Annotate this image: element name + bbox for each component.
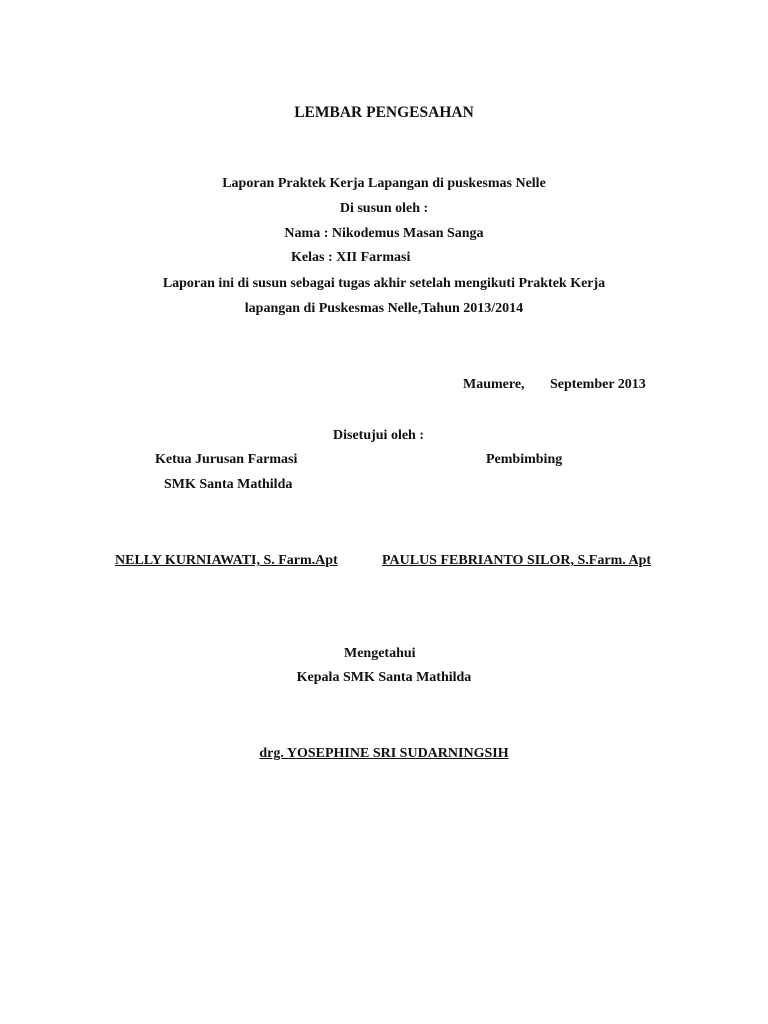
date-label: September 2013 [550,377,646,392]
left-role-line-1: Ketua Jurusan Farmasi [155,452,298,467]
head-signatory: drg. YOSEPHINE SRI SUDARNINGSIH [259,746,509,761]
approved-by-label: Disetujui oleh : [333,428,424,443]
acknowledged-label: Mengetahui [344,646,416,661]
right-signatory: PAULUS FEBRIANTO SILOR, S.Farm. Apt [382,553,652,568]
left-role-line-2: SMK Santa Mathilda [164,477,293,492]
head-role: Kepala SMK Santa Mathilda [296,670,472,685]
purpose-line-1: Laporan ini di susun sebagai tugas akhir setelah mengikuti Praktek Kerja [162,276,606,291]
right-role: Pembimbing [486,452,563,467]
compiled-by-label: Di susun oleh : [339,201,429,216]
document-title: LEMBAR PENGESAHAN [294,104,474,121]
class-line: Kelas : XII Farmasi [291,250,411,265]
report-line: Laporan Praktek Kerja Lapangan di puskesmas Nelle [222,176,546,191]
name-line: Nama : Nikodemus Masan Sanga [284,226,484,241]
left-signatory: NELLY KURNIAWATI, S. Farm.Apt [115,553,338,568]
place-label: Maumere, [463,377,525,392]
purpose-line-2: lapangan di Puskesmas Nelle,Tahun 2013/2014 [244,301,524,316]
